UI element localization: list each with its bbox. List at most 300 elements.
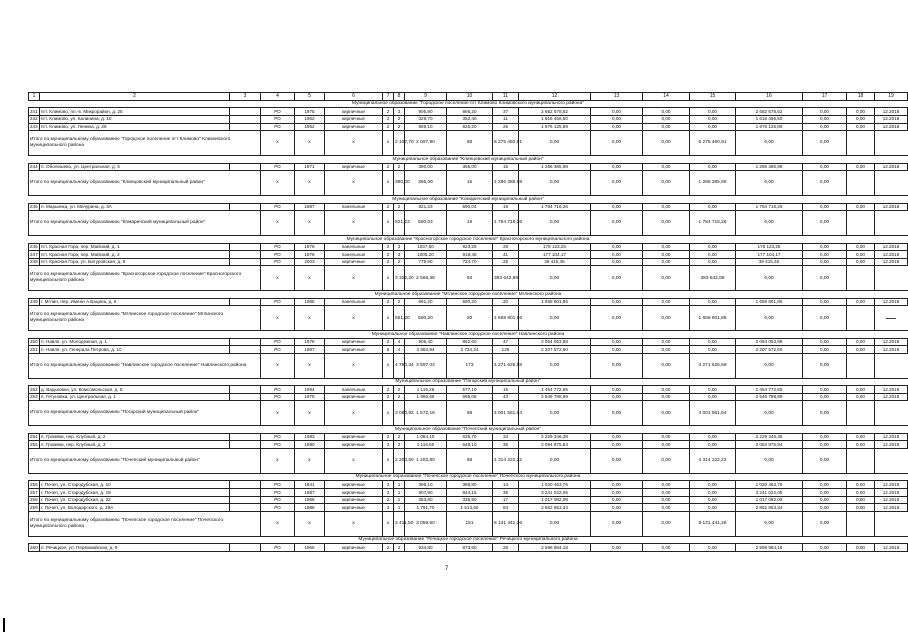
table-cell: 1975: [295, 108, 325, 116]
table-cell: 2 546 788,99: [519, 393, 591, 401]
section-heading-row: [29, 331, 908, 338]
table-cell: п. Громяки, пер. Клубный, д. 2: [40, 433, 230, 441]
table-row: [29, 496, 908, 504]
table-body: [29, 93, 908, 552]
section-heading-row: [29, 156, 908, 163]
table-cell: 0,00: [803, 346, 847, 354]
table-cell: 0,00: [519, 211, 591, 236]
table-cell: панельные: [325, 251, 383, 259]
table-row: [29, 108, 908, 116]
table-cell: п. Марьинка, ул. Мичурина, д. 3А: [40, 203, 230, 211]
section-heading: Муниципальное образование "Почепский муниципальный район": [29, 426, 908, 433]
table-cell: 2 107,70: [394, 131, 405, 156]
table-cell: РО: [261, 544, 295, 552]
column-number-cell: 13: [591, 93, 643, 101]
table-cell: 2 229 346,38: [736, 433, 803, 441]
table-cell: 0,00: [643, 266, 690, 291]
table-cell: 1 616 456,50: [519, 115, 591, 123]
table-cell: х: [383, 171, 394, 196]
table-cell: 2 064 053,98: [736, 338, 803, 346]
table-cell: 335,90: [447, 496, 493, 504]
table-cell: 390,00: [405, 163, 447, 171]
table-cell: РО: [261, 243, 295, 251]
table-cell: 0,00: [643, 163, 690, 171]
table-cell: 2 084 875,84: [519, 441, 591, 449]
table-cell: 252: [30, 386, 38, 392]
table-cell: кирпичные: [325, 489, 383, 497]
subtotal-label: Итого по муниципальному образованию "Погарский муниципальный район": [29, 401, 261, 426]
table-cell: 0,00: [643, 338, 690, 346]
table-cell: х: [295, 171, 325, 196]
table-cell: 2: [394, 441, 405, 449]
table-cell: 151: [447, 511, 493, 536]
table-cell: 0,00: [803, 108, 847, 116]
table-cell: х: [295, 306, 325, 331]
table-cell: 0,00: [591, 449, 643, 474]
table-cell: 907,90: [405, 489, 447, 497]
table-cell: РО: [261, 115, 295, 123]
table-cell: 0,00: [643, 544, 690, 552]
table-cell: [847, 511, 875, 536]
table-cell: 2: [394, 393, 405, 401]
table-cell: 0,00: [803, 211, 847, 236]
table-cell: 393 642,88: [690, 266, 736, 291]
table-cell: 0,00: [643, 353, 690, 378]
table-cell: х: [261, 131, 295, 156]
table-cell: 12.2018: [875, 251, 908, 259]
table-cell: пгт. Красная Гора, пер. Майский, д. 3: [40, 251, 230, 259]
table-cell: 1987: [295, 203, 325, 211]
table-row: [29, 123, 908, 131]
table-cell: 0,00: [690, 489, 736, 497]
table-cell: 995,06: [447, 393, 493, 401]
table-cell: 0,00: [690, 441, 736, 449]
table-cell: 661,20: [394, 306, 405, 331]
table-cell: 246: [30, 244, 38, 250]
table-cell: 251: [30, 346, 38, 352]
table-cell: 6 275 460,91: [493, 131, 519, 156]
table-cell: г. Почеп, ул. Стародубская, д. 19: [40, 489, 230, 497]
table-cell: 0,00: [519, 401, 591, 426]
table-cell: РО: [261, 298, 295, 306]
table-cell: х: [325, 211, 383, 236]
table-cell: 2: [383, 481, 394, 489]
table-cell: 14: [493, 481, 519, 489]
table-cell: 0,00: [847, 489, 875, 497]
table-cell: 0,00: [803, 171, 847, 196]
table-cell: 0,00: [690, 504, 736, 512]
table-cell: 0,00: [847, 338, 875, 346]
table-cell: 0,00: [519, 171, 591, 196]
table-cell: 246: [30, 204, 38, 210]
table-cell: 2: [394, 544, 405, 552]
subtotal-label: Итого по муниципальному образованию "Клинцовский муниципальный район": [29, 171, 261, 196]
table-cell: 0,00: [847, 544, 875, 552]
table-cell: 4 314 222,22: [493, 449, 519, 474]
section-heading-row: [29, 536, 908, 543]
table-cell: 2: [383, 496, 394, 504]
table-cell: 0,00: [690, 298, 736, 306]
table-row: [29, 163, 908, 171]
table-cell: 19: [493, 203, 519, 211]
table-cell: 386,80: [447, 481, 493, 489]
table-cell: 1 658 801,86: [690, 306, 736, 331]
table-cell: 12.2018: [875, 123, 908, 131]
table-cell: 4 271 626,58: [690, 353, 736, 378]
table-cell: 1 020 463,76: [519, 481, 591, 489]
table-cell: 4 001 561,64: [690, 401, 736, 426]
table-cell: 3 597,04: [405, 353, 447, 378]
table-cell: 0,00: [803, 489, 847, 497]
table-cell: х: [383, 401, 394, 426]
table-cell: 2 200,60: [394, 449, 405, 474]
section-heading-row: [29, 378, 908, 385]
table-cell: х: [383, 306, 394, 331]
table-cell: 0,00: [643, 401, 690, 426]
table-cell: п. Речицкое, ул. Первомайская, д. 9: [40, 544, 230, 552]
table-cell: 247: [30, 251, 38, 257]
table-cell: 396,10: [405, 481, 447, 489]
table-cell: 2: [383, 115, 394, 123]
table-cell: панельные: [325, 298, 383, 306]
table-cell: панельные: [325, 386, 383, 394]
table-cell: 1 658 801,86: [493, 306, 519, 331]
table-cell: 0,00: [847, 298, 875, 306]
table-cell: РО: [261, 441, 295, 449]
table-cell: 0,00: [803, 266, 847, 291]
table-cell: 1 286 385,98: [493, 171, 519, 196]
table-cell: 0,00: [643, 489, 690, 497]
table-row: [29, 393, 908, 401]
table-cell: кирпичные: [325, 393, 383, 401]
table-cell: 35: [493, 441, 519, 449]
table-cell: х: [383, 266, 394, 291]
table-cell: [847, 266, 875, 291]
table-cell: 2 566,38: [405, 266, 447, 291]
table-cell: 0,00: [803, 441, 847, 449]
table-cell: 365,00: [447, 163, 493, 171]
table-row: [29, 441, 908, 449]
table-cell: х: [325, 171, 383, 196]
table-cell: 1 658 801,86: [519, 298, 591, 306]
table-cell: [230, 258, 261, 266]
table-cell: 28: [493, 544, 519, 552]
table-cell: 0,00: [847, 243, 875, 251]
table-cell: 873,60: [447, 544, 493, 552]
table-cell: 3: [394, 251, 405, 259]
table-cell: г. Почеп, ул. Стародубская, д. 22: [40, 496, 230, 504]
table-cell: РО: [261, 108, 295, 116]
table-cell: 1 658 801,86: [736, 298, 803, 306]
table-cell: 0,00: [803, 496, 847, 504]
table-cell: 38 415,45: [519, 258, 591, 266]
table-cell: 12.2018: [875, 544, 908, 552]
table-cell: [230, 108, 261, 116]
section-heading: Муниципальное образование "Мглинское городское поселение" Мглинского района: [29, 291, 908, 298]
table-cell: 0,00: [643, 211, 690, 236]
table-cell: 0,00: [803, 243, 847, 251]
table-cell: 0,00: [847, 108, 875, 116]
table-cell: 1 454 772,65: [519, 386, 591, 394]
table-cell: 0,00: [643, 203, 690, 211]
table-cell: пгт. Климово, ул. Калинина, д. 10: [40, 115, 230, 123]
table-cell: 69: [447, 131, 493, 156]
column-number-cell: 18: [847, 93, 875, 101]
table-cell: 0,00: [690, 386, 736, 394]
table-cell: х: [383, 511, 394, 536]
table-cell: 0,00: [643, 496, 690, 504]
table-cell: 2: [383, 251, 394, 259]
section-heading-row: [29, 196, 908, 203]
column-number-cell: 5: [295, 93, 325, 101]
table-cell: 1962: [295, 123, 325, 131]
table-row: [29, 258, 908, 266]
table-cell: 84: [493, 504, 519, 512]
table-cell: РО: [261, 258, 295, 266]
table-cell: [847, 171, 875, 196]
table-cell: 2: [383, 243, 394, 251]
table-cell: 242: [30, 116, 38, 122]
table-row: [29, 338, 908, 346]
table-cell: х: [295, 401, 325, 426]
table-cell: х: [261, 266, 295, 291]
table-cell: 177 104,17: [736, 251, 803, 259]
table-cell: 0,00: [803, 544, 847, 552]
table-cell: 779,50: [405, 258, 447, 266]
table-cell: 1986: [295, 504, 325, 512]
table-cell: 5: [383, 346, 394, 354]
table-cell: х: [295, 131, 325, 156]
table-cell: 1978: [295, 338, 325, 346]
table-cell: 2 682 678,52: [519, 108, 591, 116]
table-cell: 0,00: [643, 504, 690, 512]
table-cell: 94: [447, 266, 493, 291]
table-cell: 126: [493, 346, 519, 354]
table-cell: 1975: [295, 393, 325, 401]
table-cell: п. Навля, ул. Молодежная, д. 1: [40, 338, 230, 346]
table-cell: 1 784 716,26: [690, 211, 736, 236]
table-cell: 0,00: [847, 393, 875, 401]
table-cell: х: [325, 511, 383, 536]
table-cell: 0,00: [591, 258, 643, 266]
table-cell: РО: [261, 123, 295, 131]
table-cell: пгт. Красная Гора, пер. Майский, д. 1: [40, 243, 230, 251]
table-cell: 0,00: [803, 203, 847, 211]
table-cell: х: [295, 266, 325, 291]
table-cell: 0,00: [847, 115, 875, 123]
table-cell: 58: [447, 401, 493, 426]
table-cell: 1965: [295, 544, 325, 552]
table-cell: 2: [383, 544, 394, 552]
table-cell: кирпичные: [325, 496, 383, 504]
table-cell: 0,00: [591, 108, 643, 116]
table-cell: кирпичные: [325, 338, 383, 346]
table-cell: 0,00: [519, 511, 591, 536]
table-cell: 0,00: [803, 353, 847, 378]
table-cell: 12.2018: [875, 258, 908, 266]
table-cell: 12.2018: [875, 108, 908, 116]
section-heading: Муниципальное образование "Погарский муниципальный район": [29, 378, 908, 385]
table-cell: 3 883,94: [405, 346, 447, 354]
table-cell: РО: [261, 203, 295, 211]
table-cell: 0,00: [847, 251, 875, 259]
table-cell: 2 229 346,38: [519, 433, 591, 441]
table-cell: 906,90: [405, 108, 447, 116]
table-cell: 0,00: [591, 123, 643, 131]
table-cell: 250: [30, 339, 38, 345]
table-cell: 0,00: [591, 211, 643, 236]
column-number-cell: 1: [29, 93, 40, 101]
table-cell: 2 084 875,84: [736, 441, 803, 449]
table-cell: РО: [261, 338, 295, 346]
table-cell: 255: [30, 441, 38, 447]
table-cell: РО: [261, 386, 295, 394]
table-cell: 2: [394, 433, 405, 441]
table-cell: 244: [30, 164, 38, 170]
table-cell: 8 131 441,26: [493, 511, 519, 536]
table-cell: 2: [383, 123, 394, 131]
table-cell: г. Почеп, ул. Володарского, д. 29А: [40, 504, 230, 512]
table-cell: 0,00: [736, 131, 803, 156]
table-cell: 0,00: [643, 243, 690, 251]
subtotal-row: [29, 171, 908, 196]
table-cell: 0,00: [690, 243, 736, 251]
table-cell: кирпичные: [325, 258, 383, 266]
table-cell: 177 104,17: [519, 251, 591, 259]
table-cell: 0,00: [591, 544, 643, 552]
table-cell: [230, 544, 261, 552]
housing-repair-table: [28, 92, 908, 552]
subtotal-row: [29, 401, 908, 426]
table-cell: 590,04: [447, 203, 493, 211]
table-cell: 1966: [295, 496, 325, 504]
table-cell: 0,00: [847, 346, 875, 354]
table-cell: 329,70: [405, 115, 447, 123]
column-number-cell: 19: [875, 93, 908, 101]
table-cell: 2: [394, 298, 405, 306]
table-cell: 0,00: [690, 203, 736, 211]
table-cell: 1 286 385,98: [519, 163, 591, 171]
table-cell: 2: [383, 393, 394, 401]
table-cell: 0,00: [803, 393, 847, 401]
table-cell: [847, 353, 875, 378]
table-cell: 821,23: [394, 211, 405, 236]
table-cell: 1005,20: [405, 251, 447, 259]
table-cell: 0,00: [643, 386, 690, 394]
table-cell: 3 059,60: [405, 511, 447, 536]
table-cell: 0,00: [591, 266, 643, 291]
table-cell: х: [325, 306, 383, 331]
table-cell: 0,00: [690, 346, 736, 354]
table-cell: 26: [493, 123, 519, 131]
table-cell: 178 123,26: [519, 243, 591, 251]
table-cell: РО: [261, 433, 295, 441]
table-cell: 0,00: [643, 298, 690, 306]
table-cell: х: [261, 211, 295, 236]
table-cell: 15: [493, 163, 519, 171]
table-cell: 1 751,70: [405, 504, 447, 512]
table-cell: 2: [394, 386, 405, 394]
table-cell: 0,00: [803, 123, 847, 131]
table-cell: 1962: [295, 115, 325, 123]
table-cell: [230, 504, 261, 512]
table-cell: 0,00: [591, 306, 643, 331]
table-cell: 590,20: [447, 298, 493, 306]
scan-edge-mark: [3, 618, 5, 632]
table-cell: 365,00: [405, 171, 447, 196]
table-cell: [847, 449, 875, 474]
column-number-cell: 6: [325, 93, 383, 101]
table-cell: РО: [261, 346, 295, 354]
table-cell: 4: [394, 338, 405, 346]
table-cell: 0,00: [643, 481, 690, 489]
table-cell: 6 275 460,91: [690, 131, 736, 156]
table-cell: 2 852 853,34: [736, 504, 803, 512]
table-cell: 1990: [295, 441, 325, 449]
table-cell: 2: [394, 163, 405, 171]
table-cell: х: [325, 266, 383, 291]
table-cell: [230, 393, 261, 401]
table-cell: 1 976 125,89: [519, 123, 591, 131]
table-cell: 0,00: [519, 306, 591, 331]
table-cell: 390,00: [394, 171, 405, 196]
table-cell: 3 241 022,05: [736, 489, 803, 497]
table-cell: 0,00: [803, 504, 847, 512]
table-cell: х: [325, 449, 383, 474]
table-cell: пгт. Климово, ул. Ленина, д. 26: [40, 123, 230, 131]
table-cell: 0,00: [591, 386, 643, 394]
table-cell: 3 241 022,05: [519, 489, 591, 497]
table-cell: 821,23: [405, 203, 447, 211]
table-row: [29, 251, 908, 259]
table-cell: х: [261, 511, 295, 536]
table-cell: 844,16: [447, 489, 493, 497]
table-cell: 2 734,24: [447, 346, 493, 354]
table-cell: панельные: [325, 243, 383, 251]
table-cell: х: [295, 449, 325, 474]
table-cell: 1 084,10: [405, 433, 447, 441]
table-cell: 38 415,45: [736, 258, 803, 266]
table-cell: 1: [394, 504, 405, 512]
column-number-cell: 7: [383, 93, 394, 101]
table-cell: 0,00: [643, 108, 690, 116]
table-cell: 0,00: [736, 449, 803, 474]
table-cell: РО: [261, 163, 295, 171]
table-cell: 0,00: [591, 243, 643, 251]
table-cell: 0,00: [591, 496, 643, 504]
table-cell: 0,00: [736, 266, 803, 291]
table-cell: 2 546 788,99: [736, 393, 803, 401]
page-number: 7: [445, 566, 449, 572]
table-cell: 0,00: [519, 353, 591, 378]
table-cell: 0,00: [803, 481, 847, 489]
table-cell: х: [325, 131, 383, 156]
table-cell: 724,70: [447, 258, 493, 266]
table-cell: 2: [383, 258, 394, 266]
table-cell: [847, 211, 875, 236]
table-cell: 1978: [295, 243, 325, 251]
table-cell: [230, 386, 261, 394]
table-cell: 0,00: [690, 544, 736, 552]
table-cell: 43: [493, 393, 519, 401]
table-cell: 1983: [295, 433, 325, 441]
table-cell: 2: [394, 258, 405, 266]
table-cell: 248: [30, 259, 38, 265]
table-cell: х: [383, 353, 394, 378]
table-cell: 1 020 463,76: [736, 481, 803, 489]
table-cell: 0,00: [591, 251, 643, 259]
table-cell: 19: [447, 211, 493, 236]
